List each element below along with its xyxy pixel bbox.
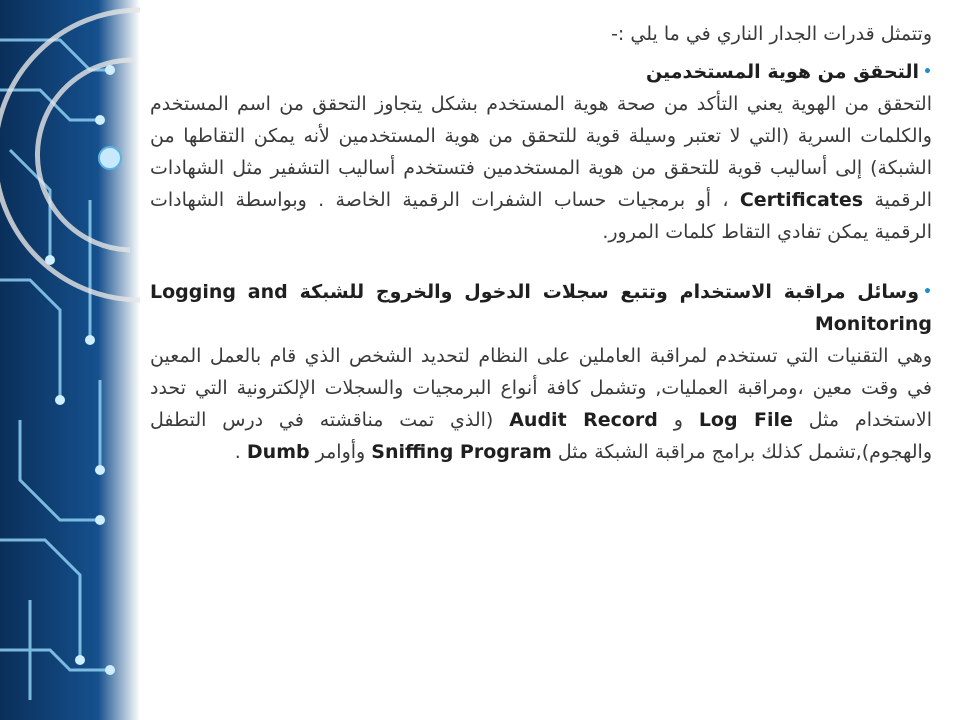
- heading-text: التحقق من هوية المستخدمين: [645, 61, 920, 83]
- slide-content: [150, 18, 932, 468]
- spacer: [150, 248, 932, 276]
- heading-term: Logging and Monitoring: [150, 281, 932, 335]
- end-mark: .: [234, 441, 241, 463]
- bullet-icon: •: [923, 284, 932, 300]
- intro-line: وتتمثل قدرات الجدار الناري في ما يلي :-: [611, 23, 932, 45]
- body-text: وهي التقنيات التي تستخدم لمراقبة العاملين على النظام لتحديد الشخص الذي قام بالعمل المعين في وقت معين ،ومراقبة العمليات, وتشمل كافة أنواع البرمجيات والسجلات الإلكترونية التي تحدد الاستخدام مثل: [150, 345, 933, 431]
- body-text: التحقق من الهوية يعني التأكد من صحة هوية المستخدم بشكل يتجاوز التحقق من اسم المستخدم والكلمات السرية (التي لا تعتبر وسيلة قوية للتحقق من هوية المستخدمين لأنه يمكن التقاطها من الشبكة) إلى أساليب قوية للتحقق من هوية المستخدمين فتستخدم أساليب التشفير مثل الشهادات الرقمية: [150, 93, 932, 211]
- circuit-board-decoration: [0, 0, 140, 720]
- term-certificates: Certificates: [739, 189, 864, 211]
- term-sniffing-program: Sniffing Program: [371, 441, 552, 463]
- body-text: ، أو برمجيات حساب الشفرات الرقمية الخاصة . وبواسطة الشهادات الرقمية يمكن تفادي التقاط كلمات المرور.: [150, 189, 932, 243]
- section-body-user-authentication: [150, 88, 932, 248]
- and-commands-text: وأوامر: [315, 441, 366, 463]
- section-body-logging-monitoring: [150, 340, 932, 468]
- term-log-file: Log File: [698, 409, 793, 431]
- and-text: و: [673, 409, 683, 431]
- body-text: (الذي تمت مناقشته في درس التطفل والهجوم),تشمل كذلك برامج مراقبة الشبكة مثل: [150, 409, 932, 463]
- section-heading-logging-monitoring: [150, 276, 932, 340]
- term-audit-record: Audit Record: [509, 409, 658, 431]
- section-heading-user-authentication: [150, 56, 932, 88]
- heading-text: وسائل مراقبة الاستخدام وتتبع سجلات الدخول والخروج للشبكة: [299, 281, 920, 303]
- bullet-icon: •: [923, 64, 932, 80]
- term-dumb: Dumb: [246, 441, 310, 463]
